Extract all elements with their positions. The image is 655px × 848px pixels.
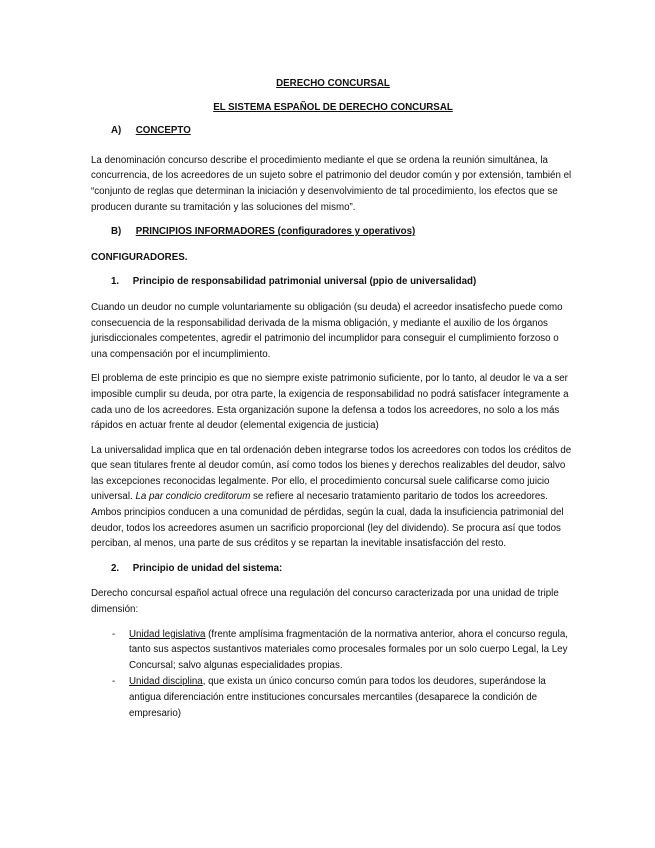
list-item-label: Unidad disciplina [129,676,203,688]
section-b-heading [91,224,575,240]
section-a-marker: A) [111,125,122,137]
principle-2-intro: Derecho concursal español actual ofrece una regulación del concurso caracterizada por una unidad de triple dimensión: [91,588,559,616]
document-subtitle [91,100,575,116]
concepto-paragraph: La denominación concurso describe el procedimiento mediante el que se ordena la reunión simultánea, la concurrencia, de los acreedores de un sujeto sobre el patrimonio del deudor común y por extensión, también el “conjunto de reglas que determinan la iniciación y desenvolvimiento de tal procedimiento, los efectos que se producen durante su tramitación y las soluciones del mismo”. [91,154,572,213]
document-title [91,76,575,92]
par-condicio-term: La par condicio creditorum [135,491,251,503]
principle-1-paragraph-3 [91,443,575,552]
list-dash: - [112,676,116,688]
section-a-heading [91,123,575,139]
list-item-label: Unidad legislativa [129,628,206,640]
section-b-title: PRINCIPIOS INFORMADORES (configuradores y operativos) [135,226,416,238]
principle-2-heading [91,561,575,577]
document-title-text: DERECHO CONCURSAL [276,78,390,89]
list-dash: - [112,628,116,640]
principle-2-title: Principio de unidad del sistema: [132,562,283,574]
principle-1-title: Principio de responsabilidad patrimonial universal (ppio de universalidad) [132,276,477,288]
principle-1-heading [91,274,575,290]
principle-1-paragraph-2: El problema de este principio es que no siempre existe patrimonio suficiente, por lo tanto, al deudor le va a ser imposible cumplir su deuda, por otra parte, la exigencia de responsabilidad no podrá satisfacer íntegramente a cada uno de los acreedores. Esta organización supone la defensa a todos los acreedores, no solo a los más rápidos en actuar frente al deudor (elemental exigencia de justicia) [91,373,569,432]
principle-1-paragraph-3-end: se refiere al necesario tratamiento paritario de todos los acreedores. Ambos principios conducen a una comunidad de pérdidas, según la cual, dada la insuficiencia patrimonial del deudor, todos los acreedores asumen un sacrificio proporcional (ley del dividendo). Se procura así que todos perciban, al menos, una parte de sus créditos y se repartan la inevitable insatisfacción del resto. [91,491,564,550]
section-a-title: CONCEPTO [135,125,191,137]
principle-2-number: 2. [111,562,120,574]
list-item [91,674,575,721]
list-item-text: , que exista un único concurso común para todos los deudores, superándose la antigua diferenciación entre instituciones concursales mercantiles (desaparece la condición de empresario) [129,676,546,719]
principle-1-paragraph-3-start: La universalidad implica que en tal ordenación deben integrarse todos los acreedores con todos los créditos de que sean titulares frente al deudor común, así como todos los bienes y derechos realizables del deudor, salvo las excepciones reconocidas legalmente. Por ello, el procedimiento concursal suele calificarse como juicio universal. [91,444,572,503]
section-b-marker: B) [111,226,122,238]
principle-1-paragraph-1: Cuando un deudor no cumple voluntariamente su obligación (su deuda) el acreedor insatisfecho puede como consecuencia de la responsabilidad derivada de la misma obligación, y mediante el auxilio de los órganos jurisdiccionales competentes, agredir el patrimonio del incumplidor para conseguir el cumplimiento forzoso o una compensación por el incumplimiento. [91,301,563,360]
unity-dimensions-list [91,627,575,722]
document-subtitle-text: EL SISTEMA ESPAÑOL DE DERECHO CONCURSAL [213,101,453,113]
list-item-text: (frente amplísima fragmentación de la normativa anterior, ahora el concurso regula, tanto sus aspectos sustantivos materiales como procesales formales por un solo cuerpo Legal, la Ley Concursal; salvo algunas especialidades propias. [129,628,568,671]
principle-1-number: 1. [111,276,120,288]
configuradores-label: CONFIGURADORES. [91,251,188,263]
list-item [91,627,575,674]
